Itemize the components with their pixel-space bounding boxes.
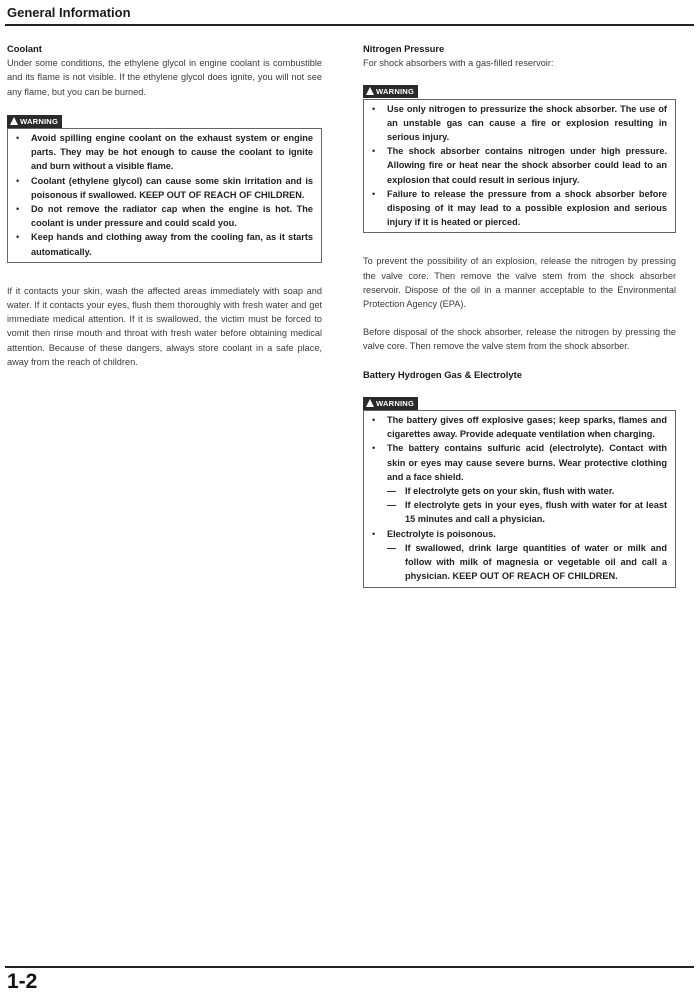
- battery-warning-item: • The battery contains sulfuric acid (electrolyte). Contact with skin or eyes may cause severe burns. Wear protective clothing and a face shield.: [370, 441, 667, 484]
- nitrogen-warning-item: • Use only nitrogen to pressurize the shock absorber. The use of an unstable gas can cause a fire or explosion resulting in serious injury.: [370, 102, 667, 145]
- coolant-title: Coolant: [7, 43, 42, 54]
- footer-divider: [5, 966, 694, 968]
- battery-warning-subitem: — If electrolyte gets on your skin, flush with water.: [370, 484, 667, 498]
- page-number: 1-2: [7, 970, 38, 993]
- coolant-warning-item: • Avoid spilling engine coolant on the exhaust system or engine parts. They may be hot enough to cause the coolant to ignite and burn without a visible flame.: [14, 131, 313, 174]
- coolant-warning-item: • Do not remove the radiator cap when the engine is hot. The coolant is under pressure and could scald you.: [14, 202, 313, 230]
- right-column: [363, 42, 676, 588]
- page-title: General Information: [7, 5, 131, 20]
- coolant-warning-item: • Coolant (ethylene glycol) can cause some skin irritation and is poisonous if swallowed. KEEP OUT OF REACH OF CHILDREN.: [14, 174, 313, 202]
- nitrogen-intro: For shock absorbers with a gas-filled reservoir:: [363, 58, 554, 69]
- nitrogen-body-2: Before disposal of the shock absorber, release the nitrogen by pressing the valve core. Then remove the valve stem from the shock absorber.: [363, 327, 676, 352]
- coolant-intro: Under some conditions, the ethylene glycol in engine coolant is combustible and its flame is not visible. If the ethylene glycol does ignite, you will not see any flame, but you can be burned.: [7, 58, 322, 97]
- warning-triangle-icon: [10, 117, 18, 125]
- battery-warning-item: • The battery gives off explosive gases; keep sparks, flames and cigarettes away. Provide adequate ventilation when charging.: [370, 413, 667, 441]
- coolant-warning-box: [7, 128, 322, 263]
- coolant-warning-label: WARNING: [7, 115, 62, 128]
- nitrogen-title: Nitrogen Pressure: [363, 43, 445, 54]
- nitrogen-warning-item: • The shock absorber contains nitrogen under high pressure. Allowing fire or heat near the shock absorber could lead to an explosion that could result in serious injury.: [370, 144, 667, 187]
- battery-warning-item: • Electrolyte is poisonous.: [370, 527, 667, 541]
- nitrogen-warning-label: WARNING: [363, 85, 418, 98]
- nitrogen-warning-box: [363, 99, 676, 234]
- battery-warning-box: [363, 410, 676, 587]
- warning-triangle-icon: [366, 399, 374, 407]
- coolant-body: If it contacts your skin, wash the affected areas immediately with soap and water. If it contacts your eyes, flush them thoroughly with fresh water and get immediate medical attention. If it is swallowed, the victim must be forced to vomit then rinse mouth and throat with fresh water before obtaining medical attention. Because of these dangers, always store coolant in a safe place, away from the reach of children.: [7, 285, 322, 367]
- battery-warning-subitem: — If swallowed, drink large quantities of water or milk and follow with milk of magnesia or vegetable oil and call a physician. KEEP OUT OF REACH OF CHILDREN.: [370, 541, 667, 584]
- nitrogen-body-1: To prevent the possibility of an explosion, release the nitrogen by pressing the valve core. Then remove the valve stem from the shock absorber reservoir. Dispose of the oil in a manner acceptable to the Environmental Protection Agency (EPA).: [363, 256, 676, 310]
- left-column: [7, 42, 322, 369]
- battery-warning-subitem: — If electrolyte gets in your eyes, flush with water for at least 15 minutes and call a physician.: [370, 498, 667, 526]
- battery-warning-label: WARNING: [363, 397, 418, 410]
- battery-title: Battery Hydrogen Gas & Electrolyte: [363, 368, 522, 380]
- coolant-warning-item: • Keep hands and clothing away from the cooling fan, as it starts automatically.: [14, 230, 313, 258]
- nitrogen-warning-item: • Failure to release the pressure from a shock absorber before disposing of it may lead to a possible explosion and serious injury if it is heated or pierced.: [370, 187, 667, 230]
- warning-triangle-icon: [366, 87, 374, 95]
- header-divider: [5, 24, 694, 26]
